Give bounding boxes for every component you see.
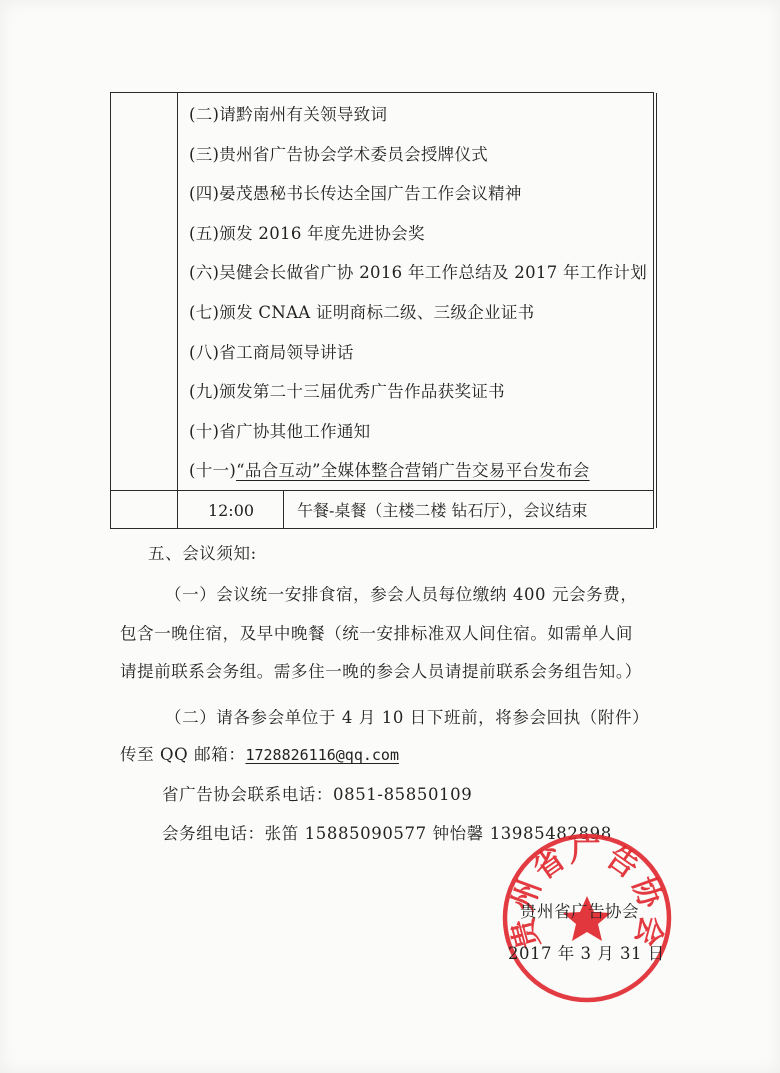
agenda-item-title: “品合互动”全媒体整合营销广告交易平台发布会 xyxy=(236,461,590,481)
agenda-item: (六)吴健会长做省广协 2016 年工作总结及 2017 年工作计划 xyxy=(189,263,648,283)
notice-paragraph-line: （一）会议统一安排食宿，参会人员每位缴纳 400 元会务费， xyxy=(165,585,638,604)
agenda-item-number: (十一) xyxy=(189,461,237,481)
agenda-item: (七)颁发 CNAA 证明商标二级、三级企业证书 xyxy=(189,302,535,322)
svg-text:贵州省广告协会 xyxy=(505,834,670,952)
lunch-cell: 午餐-桌餐（主楼二楼 钻石厅），会议结束 xyxy=(297,501,588,520)
email-label: 传至 QQ 邮箱： xyxy=(120,745,246,764)
team-phone: 会务组电话：张笛 15885090577 钟怡馨 13985482898 xyxy=(162,824,612,843)
time-cell: 12:00 xyxy=(207,501,255,520)
seal-text: 贵州省广告协会 xyxy=(504,834,670,953)
notice-paragraph-line xyxy=(120,741,399,765)
agenda-item: (十)省广协其他工作通知 xyxy=(189,421,371,441)
table-divider xyxy=(656,93,657,528)
agenda-item: (八)省工商局领导讲话 xyxy=(189,342,354,362)
agenda-item: (四)晏茂愚秘书长传达全国广告工作会议精神 xyxy=(189,184,522,204)
agenda-list xyxy=(189,101,649,497)
agenda-item: (二)请黔南州有关领导致词 xyxy=(189,105,388,124)
schedule-table xyxy=(110,92,654,529)
email-link[interactable]: 1728826116@qq.com xyxy=(245,746,399,764)
agenda-item: (三)贵州省广告协会学术委员会授牌仪式 xyxy=(189,144,489,164)
notice-paragraph-line: 包含一晚住宿，及早中晚餐（统一安排标准双人间住宿。如需单人间 xyxy=(120,624,633,643)
agenda-item: (五)颁发 2016 年度先进协会奖 xyxy=(189,223,425,243)
section-heading: 五、会议须知: xyxy=(148,544,257,563)
signature-date: 2017 年 3 月 31 日 xyxy=(508,944,665,963)
notice-paragraph-line: 请提前联系会务组。需多住一晚的参会人员请提前联系会务组告知。） xyxy=(120,662,642,681)
table-divider xyxy=(177,93,178,528)
notice-paragraph-line: （二）请各参会单位于 4 月 10 日下班前，将参会回执（附件） xyxy=(165,708,650,727)
contact-phone: 省广告协会联系电话：0851-85850109 xyxy=(162,785,473,804)
agenda-item: (九)颁发第二十三届优秀广告作品获奖证书 xyxy=(189,382,505,402)
signature-organization: 贵州省广告协会 xyxy=(520,902,639,921)
